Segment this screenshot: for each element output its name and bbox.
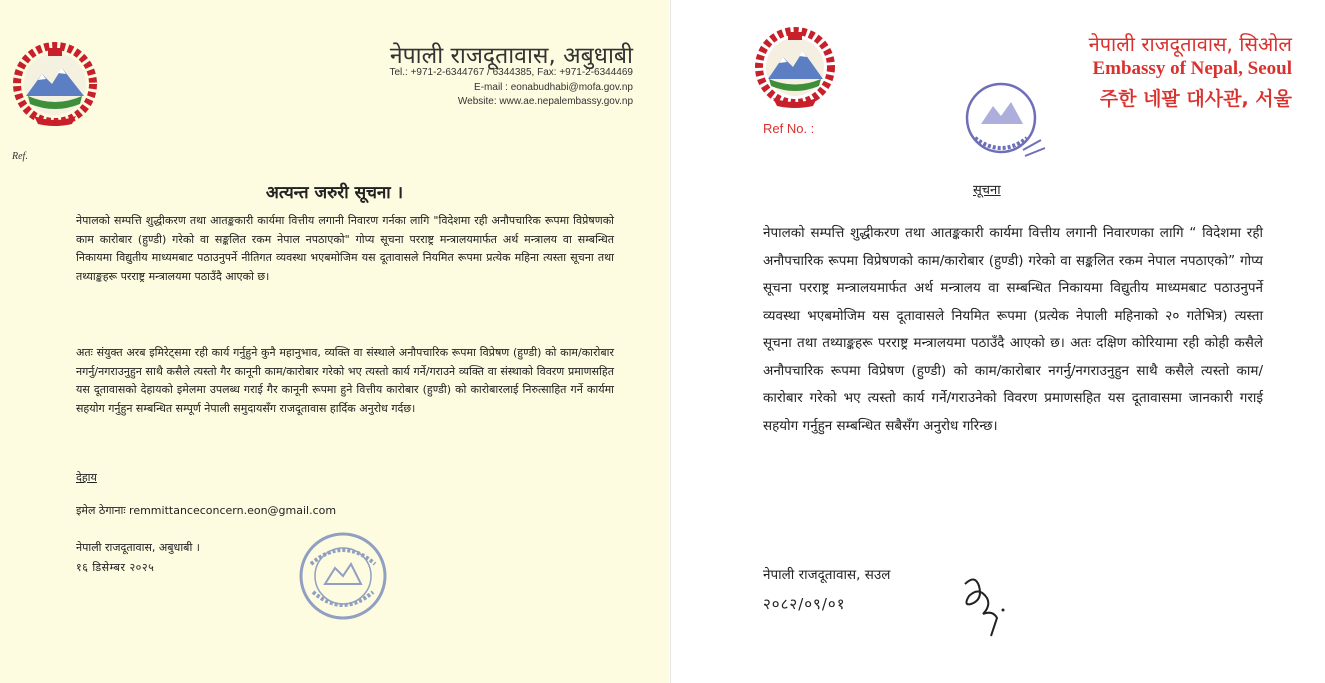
- embassy-stamp-icon: [961, 78, 1057, 168]
- notice-heading: अत्यन्त जरुरी सूचना ।: [265, 183, 404, 203]
- nepal-emblem-icon: [743, 24, 847, 110]
- address-subheading: देहाय: [76, 471, 97, 484]
- embassy-title-english: Embassy of Nepal, Seoul: [1092, 58, 1292, 79]
- embassy-title-korean: 주한 네팔 대사관, 서울: [1099, 88, 1292, 110]
- telephone-line: Tel.: +971-2-6344767 / 6344385, Fax: +971-2-6344469: [389, 67, 633, 78]
- contact-block: [333, 66, 633, 110]
- seoul-notice-letter: [670, 0, 1325, 683]
- notice-date: १६ डिसेम्बर २०२५: [76, 561, 155, 574]
- nepal-emblem-icon: [12, 38, 98, 130]
- embassy-title-nepali: नेपाली राजदूतावास, सिओल: [1088, 32, 1292, 56]
- embassy-title: नेपाली राजदूतावास, अबुधाबी: [389, 43, 633, 69]
- signature-icon: [953, 570, 1013, 640]
- website-line: Website: www.ae.nepalembassy.gov.np: [457, 96, 633, 107]
- signoff-embassy: नेपाली राजदूतावास, अबुधाबी ।: [76, 541, 200, 554]
- notice-heading: सूचना: [973, 183, 1001, 198]
- reference-label: Ref.: [12, 151, 28, 162]
- notice-paragraph-1: नेपालको सम्पत्ति शुद्धीकरण तथा आतङ्ककारी कार्यमा वित्तीय लगानी निवारण गर्नका लागि "विदेशमा रही अनौपचारिक रूपमा विप्रेषणको काम कारोबार (हुण्डी) गरेको वा सङ्कलित रकम नेपाल नपठाएको" गोप्य सूचना परराष्ट्र मन्त्रालयमार्फत अर्थ मन्त्रालय वा सम्बन्धित निकायमा विद्युतीय माध्यमबाट पठाउनुपर्ने नीतिगत व्यवस्था भएबमोजिम यस दूतावासले नियमित रूपमा प्रत्येक महिना त्यस्ता सूचना तथा तथ्याङ्कहरू परराष्ट्र मन्त्रालयमा पठाउँदै आएको छ।: [76, 214, 614, 283]
- email-line: E-mail : eonabudhabi@mofa.gov.np: [474, 81, 633, 93]
- embassy-stamp-icon: [297, 530, 389, 622]
- reference-number-label: Ref No. :: [763, 121, 815, 136]
- notice-paragraph-2: अतः संयुक्त अरब इमिरेट्समा रही कार्य गर्नुहुने कुनै महानुभाव, व्यक्ति वा संस्थाले अनौपचारिक रूपमा विप्रेषण (हुण्डी) को काम/कारोबार नगर्नु/नगराउनुहुन साथै कसैले त्यस्तो गैर कानूनी काम/कारोबार गरेको भए त्यस्तो कार्य गर्ने/गराउने व्यक्ति वा संस्थाको विवरण प्रमाणसहित यस दूतावासको देहायको इमेलमा उपलब्ध गराई गैर कानूनी रूपमा हुने वित्तीय कारोबार (हुण्डी) को कारोबारलाई निरुत्साहित गर्ने कार्यमा सहयोग गर्नुहुन सम्बन्धित सम्पूर्ण नेपाली समुदायसँग राजदूतावास हार्दिक अनुरोध गर्दछ।: [76, 346, 614, 415]
- notice-date: २०८२/०९/०१: [763, 595, 846, 613]
- notice-paragraph: नेपालको सम्पत्ति शुद्धीकरण तथा आतङ्ककारी कार्यमा वित्तीय लगानी निवारणका लागि “ विदेशमा रही अनौपचारिक रूपमा विप्रेषणको काम/कारोबार (हुण्डी) गरेको वा सङ्कलित रकम नेपाल नपठाएको” गोप्य सूचना परराष्ट्र मन्त्रालयमार्फत अर्थ मन्त्रालय वा सम्बन्धित निकायमा विद्युतीय माध्यमबाट पठाउनुपर्ने व्यवस्था भएबमोजिम यस दूतावासले नियमित रूपमा (प्रत्येक नेपाली महिनाको २० गतेभित्र) त्यस्ता सूचना तथा तथ्याङ्कहरू परराष्ट्र मन्त्रालयमा पठाउँदै आएको छ। अतः दक्षिण कोरियामा रही कोही कसैले अनौपचारिक रूपमा विप्रेषण (हुण्डी) को काम/कारोबार नगर्नु/नगराउनुहुन साथै कसैले त्यस्तो काम/कारोबार गरेको भए त्यस्तो कार्य गर्ने/गराउनेको विवरण प्रमाणसहित यस दूतावासमा जानकारी गराई सहयोग गर्नुहुन सम्बन्धित सबैसँग अनुरोध गरिन्छ।: [763, 225, 1263, 434]
- report-email: इमेल ठेगानाः remmittanceconcern.eon@gmail.com: [76, 504, 337, 517]
- signoff-embassy: नेपाली राजदूतावास, सउल: [763, 567, 891, 583]
